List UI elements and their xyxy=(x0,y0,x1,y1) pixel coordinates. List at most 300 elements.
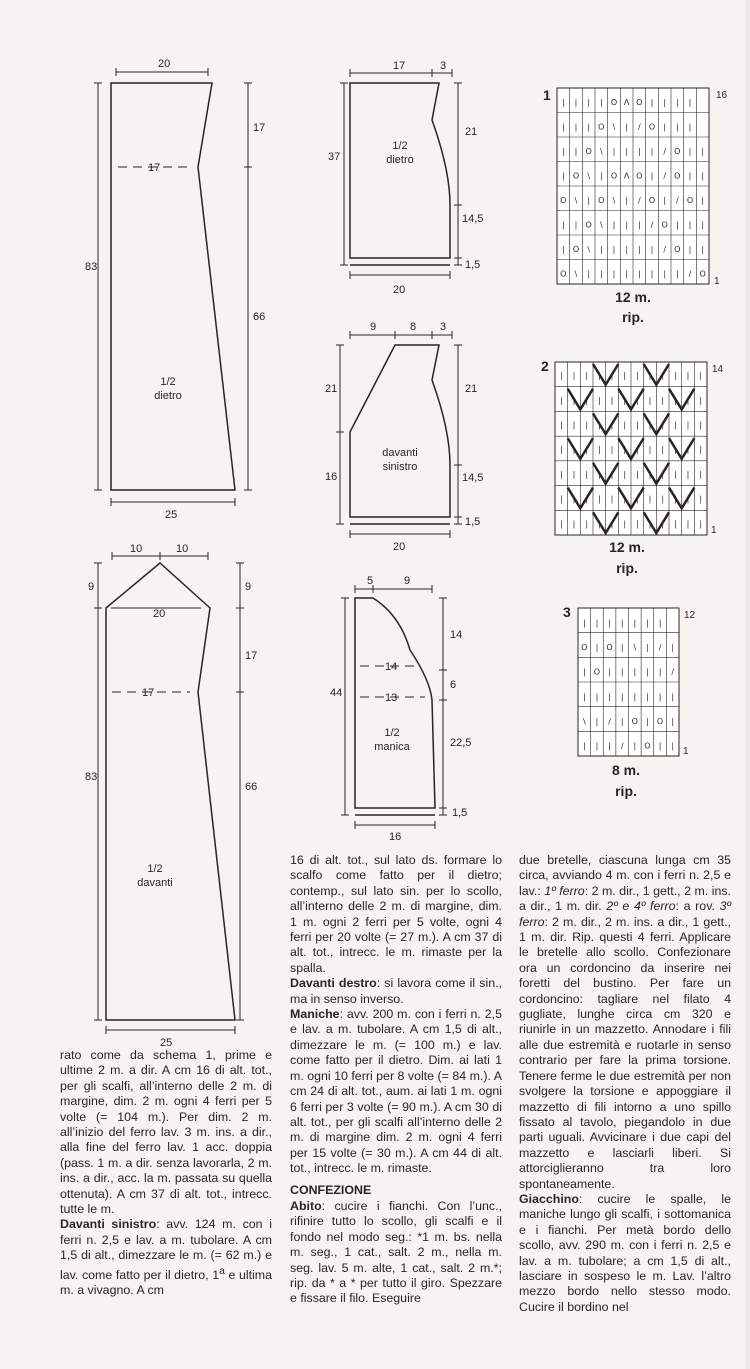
stitch-symbol: | xyxy=(599,245,603,255)
stitch-symbol: | xyxy=(597,371,601,381)
stitch-symbol: | xyxy=(673,494,677,504)
jacket-front-dim-body: 14,5 xyxy=(462,472,484,484)
stitch-symbol: O xyxy=(644,741,651,751)
stitch-symbol: Λ xyxy=(623,98,630,108)
stitch-symbol: | xyxy=(671,692,675,702)
front-dress-dim-lower: 66 xyxy=(245,781,258,793)
stitch-chart-3 xyxy=(563,604,696,799)
stitch-symbol: | xyxy=(572,445,576,455)
stitch-symbol: | xyxy=(612,269,616,279)
jacket-back-title: 1/2 xyxy=(392,140,408,152)
stitch-symbol: | xyxy=(561,245,565,255)
stitch-symbol: | xyxy=(658,667,662,677)
stitch-symbol: | xyxy=(673,519,677,529)
stitch-symbol: | xyxy=(612,220,616,230)
stitch-symbol: | xyxy=(686,371,690,381)
stitch-symbol: | xyxy=(661,519,665,529)
stitch-symbol: O xyxy=(585,147,592,157)
stitch-symbol: | xyxy=(572,469,576,479)
stitch-symbol: | xyxy=(623,445,627,455)
stitch-symbol: | xyxy=(661,395,665,405)
stitch-symbol: | xyxy=(599,171,603,181)
stitch-symbol: \ xyxy=(582,716,586,726)
stitch-symbol: | xyxy=(635,469,639,479)
stitch-symbol: | xyxy=(625,245,629,255)
jacket-front-subtitle: sinistro xyxy=(382,461,418,473)
straps-instructions xyxy=(519,853,731,1192)
stitch-symbol: | xyxy=(671,642,675,652)
stitch-symbol: | xyxy=(608,618,611,628)
stitch-symbol: | xyxy=(635,420,639,430)
stitch-symbol: | xyxy=(585,494,589,504)
back-dress-dim-waist: 17 xyxy=(148,162,161,174)
stitch-symbol: | xyxy=(612,147,616,157)
back-dress-dim-upper: 17 xyxy=(253,122,266,134)
instructions-column-1 xyxy=(60,1048,272,1299)
stitch-symbol: | xyxy=(585,420,589,430)
stitch-symbol: | xyxy=(635,371,639,381)
stitch-symbol: | xyxy=(625,147,629,157)
stitch-symbol: / xyxy=(658,642,662,652)
front-dress-dim-neck-right: 10 xyxy=(176,543,189,555)
stitch-symbol: | xyxy=(559,420,563,430)
stitch-symbol: O xyxy=(581,642,588,652)
chart-2-row-top: 14 xyxy=(712,364,724,375)
back-dress-title: 1/2 xyxy=(160,376,176,388)
stitch-symbol: | xyxy=(572,494,576,504)
stitch-symbol: | xyxy=(582,667,586,677)
stitch-symbol: | xyxy=(673,469,677,479)
stitch-symbol: | xyxy=(585,519,589,529)
stitch-symbol: | xyxy=(610,519,614,529)
stitch-symbol: O xyxy=(610,171,618,181)
front-dress-dim-waist: 17 xyxy=(142,687,155,699)
jacket-front-dim-top-b: 8 xyxy=(410,321,417,333)
stitch-symbol: | xyxy=(559,371,563,381)
stitch-symbol: | xyxy=(673,420,677,430)
stitch-symbol: | xyxy=(648,494,652,504)
stitch-symbol: | xyxy=(595,692,599,702)
stitch-symbol: / xyxy=(688,269,692,279)
stitch-symbol: | xyxy=(701,196,705,206)
dress-heading: Abito xyxy=(290,1198,322,1213)
sleeve-dim-cap: 14 xyxy=(450,629,463,641)
stitch-symbol: O xyxy=(674,171,681,181)
sleeve-dim-top-b: 9 xyxy=(404,575,411,587)
stitch-symbol: | xyxy=(587,269,591,279)
stitch-symbol: | xyxy=(585,395,589,405)
stitch-symbol: / xyxy=(637,122,641,132)
stitch-symbol: | xyxy=(686,420,690,430)
stitch-symbol: | xyxy=(661,445,665,455)
stitch-symbol: | xyxy=(635,395,639,405)
stitch-symbol: | xyxy=(559,445,563,455)
stitch-symbol: | xyxy=(623,494,627,504)
stitch-symbol: | xyxy=(661,420,665,430)
sleeves-instructions xyxy=(290,1007,502,1176)
stitch-symbol: | xyxy=(648,519,652,529)
stitch-symbol: | xyxy=(658,618,662,628)
stitch-symbol: O xyxy=(661,220,668,230)
stitch-symbol: | xyxy=(585,469,589,479)
stitch-symbol: | xyxy=(608,741,611,751)
front-dress-dim-top: 20 xyxy=(153,608,166,620)
stitch-symbol: O xyxy=(648,196,656,206)
stitch-symbol: | xyxy=(625,196,629,206)
right-front-heading: Davanti destro xyxy=(290,976,377,991)
stitch-symbol: | xyxy=(675,98,679,108)
sleeves-text: : avv. 200 m. con i ferri n. 2,5 e lav. a m. tubolare. A cm 1,5 di alt., dimezzare le m. (= 100 m.) e lav. come fatto per il dietro. Dim. ai lati 1 m. ogni 10 ferri per 8 volte (= 84 m.). A cm 24 di alt. tot., aum. ai lati 1 m. ogni 6 ferri per 3 volte (= 90 m.). A cm 30 di alt. tot., per gli scalfi all’interno delle 2 m. di margine dim. 2 m. ogni 4 ferri per 15 volte (= 30 m.). A cm 44 di alt. tot., intrecc. le m. rimaste. xyxy=(290,1007,502,1176)
straps-text-c: : a rov. xyxy=(675,899,720,914)
stitch-symbol: O xyxy=(631,716,638,726)
front-dress-subtitle: davanti xyxy=(137,877,173,889)
stitch-symbol: \ xyxy=(574,269,578,279)
jacket-finishing-instructions xyxy=(519,1192,731,1315)
stitch-symbol: | xyxy=(587,98,591,108)
stitch-symbol: | xyxy=(559,395,563,405)
stitch-symbol: | xyxy=(595,741,599,751)
back-dress-dim-top: 20 xyxy=(158,58,171,70)
jacket-front-dim-left-upper: 21 xyxy=(325,383,338,395)
stitch-symbol: \ xyxy=(612,122,616,132)
stitch-symbol: | xyxy=(650,147,654,157)
stitch-symbol: / xyxy=(620,741,624,751)
stitch-symbol: / xyxy=(663,245,667,255)
finishing-heading: CONFEZIONE xyxy=(290,1182,372,1197)
stitch-symbol: | xyxy=(595,642,599,652)
stitch-symbol: | xyxy=(623,420,627,430)
left-front-continued: 16 di alt. tot., sul lato ds. formare lo scalfo come fatto per il dietro; contemp., sul lato sin. per lo scollo, all’interno delle 2 m. di margine, dim. 1 m. ogni 2 ferri per 5 volte, ogni 4 ferri per 20 volte (= 27 m.). A cm 37 di alt. tot., intrecc. le m. rimaste per la spalla. xyxy=(290,853,502,975)
stitch-symbol: / xyxy=(637,196,641,206)
front-dress-schematic xyxy=(85,543,257,1049)
stitch-symbol: | xyxy=(688,122,692,132)
stitch-symbol: | xyxy=(597,420,601,430)
stitch-symbol: | xyxy=(650,269,654,279)
jacket-back-dim-top-a: 17 xyxy=(393,60,406,72)
sleeve-dim-body: 22,5 xyxy=(450,737,472,749)
chart-1-row-top: 16 xyxy=(716,90,728,101)
jacket-back-dim-top-b: 3 xyxy=(440,60,447,72)
jacket-front-dim-top-a: 9 xyxy=(370,321,377,333)
back-dress-schematic xyxy=(85,58,265,521)
stitch-symbol: | xyxy=(699,445,703,455)
stitch-symbol: | xyxy=(582,692,586,702)
jacket-back-dim-armhole: 21 xyxy=(465,126,478,138)
stitch-symbol: | xyxy=(610,420,614,430)
stitch-symbol: O xyxy=(674,147,681,157)
back-dress-outline xyxy=(111,83,235,490)
stitch-chart-1 xyxy=(543,87,728,325)
chart-1-repeat: rip. xyxy=(622,309,644,325)
stitch-symbol: O xyxy=(686,196,694,206)
stitch-symbol: | xyxy=(599,269,603,279)
stitch-symbol: \ xyxy=(574,196,578,206)
stitch-symbol: | xyxy=(561,98,565,108)
stitch-symbol: | xyxy=(620,667,624,677)
jacket-front-dim-top-c: 3 xyxy=(440,321,447,333)
stitch-symbol: | xyxy=(699,371,703,381)
stitch-symbol: O xyxy=(648,122,656,132)
left-front-text: : avv. 124 m. con i ferri n. 2,5 e lav. a m. tubolare. A cm 1,5 di alt., dimezzare le m. (= 62 m.) e lav. come fatto per il dietro, 1 xyxy=(60,1217,272,1282)
sleeve-dim-height: 44 xyxy=(330,687,343,699)
stitch-symbol: | xyxy=(572,395,576,405)
stitch-symbol: O xyxy=(606,642,613,652)
stitch-symbol: | xyxy=(597,519,601,529)
stitch-symbol: | xyxy=(574,98,578,108)
stitch-symbol: O xyxy=(636,98,643,108)
stitch-symbol: | xyxy=(673,445,677,455)
front-dress-dim-depth-left: 9 xyxy=(88,581,95,593)
stitch-symbol: | xyxy=(658,692,662,702)
stitch-symbol: | xyxy=(661,494,665,504)
front-dress-dim-bottom: 25 xyxy=(160,1037,173,1049)
back-dress-dim-height: 83 xyxy=(85,261,98,273)
jacket-back-dim-height: 37 xyxy=(328,151,341,163)
stitch-symbol: | xyxy=(637,220,641,230)
stitch-symbol: | xyxy=(650,245,654,255)
stitch-symbol: | xyxy=(688,147,692,157)
stitch-symbol: | xyxy=(610,395,614,405)
stitch-symbol: O xyxy=(699,269,706,279)
stitch-symbol: O xyxy=(560,269,567,279)
jacket-heading: Giacchino xyxy=(519,1191,579,1206)
stitch-symbol: | xyxy=(648,445,652,455)
sleeve-dim-border: 1,5 xyxy=(452,807,468,819)
next-page-edge xyxy=(745,0,750,1369)
dress-text: : cucire i fianchi. Con l’unc., rifinire tutto lo scollo, gli scalfi e il fondo nel modo seg.: *1 m. bs. nella m. seg., 1 cat., salt. 2 m., nella m. seg. lav. 5 m. alte, 1 cat., salt. 2 m.*; rip. da * a * per tutto il giro. Spezzare e fissare il filo. Eseguire xyxy=(290,1198,502,1306)
stitch-symbol: | xyxy=(610,371,614,381)
jacket-front-dim-right-upper: 21 xyxy=(465,383,478,395)
chart-3-number: 3 xyxy=(563,604,571,620)
row-3-label: 3º ferro xyxy=(519,899,731,929)
stitch-symbol: | xyxy=(637,269,641,279)
chart-1-row-bottom: 1 xyxy=(714,276,720,287)
stitch-symbol: | xyxy=(646,667,649,677)
stitch-symbol: | xyxy=(608,692,611,702)
stitch-symbol: | xyxy=(686,494,690,504)
jacket-front-schematic xyxy=(325,321,483,553)
stitch-symbol: | xyxy=(663,269,667,279)
stitch-symbol: | xyxy=(610,445,614,455)
stitch-symbol: / xyxy=(663,147,667,157)
stitch-symbol: | xyxy=(561,171,565,181)
stitch-symbol: | xyxy=(688,98,692,108)
stitch-symbol: | xyxy=(663,122,667,132)
stitch-symbol: | xyxy=(572,420,576,430)
stitch-symbol: | xyxy=(587,122,591,132)
back-dress-dim-lower: 66 xyxy=(253,311,266,323)
stitch-symbol: | xyxy=(663,196,667,206)
front-dress-dim-upper: 17 xyxy=(245,650,258,662)
stitch-symbol: / xyxy=(663,171,667,181)
stitch-symbol: / xyxy=(675,196,679,206)
stitch-symbol: | xyxy=(559,494,563,504)
jacket-front-outline xyxy=(350,345,450,517)
stitch-symbol: | xyxy=(686,519,690,529)
stitch-symbol: | xyxy=(595,716,599,726)
stitch-symbol: | xyxy=(561,220,565,230)
chart-2-number: 2 xyxy=(541,358,549,374)
stitch-symbol: / xyxy=(650,220,654,230)
stitch-symbol: | xyxy=(587,196,591,206)
front-dress-dim-neck-left: 10 xyxy=(130,543,143,555)
stitch-symbol: | xyxy=(637,147,641,157)
jacket-back-dim-border: 1,5 xyxy=(465,259,481,271)
stitch-symbol: | xyxy=(585,371,589,381)
stitch-symbol: | xyxy=(686,445,690,455)
stitch-symbol: \ xyxy=(612,196,616,206)
stitch-symbol: | xyxy=(699,395,703,405)
stitch-symbol: | xyxy=(686,469,690,479)
stitch-symbol: | xyxy=(648,395,652,405)
stitch-symbol: | xyxy=(620,618,624,628)
sleeve-dim-width-mid: 13 xyxy=(385,692,398,704)
sleeves-heading: Maniche xyxy=(290,1007,340,1022)
stitch-symbol: | xyxy=(620,642,624,652)
stitch-symbol: O xyxy=(598,196,605,206)
jacket-front-dim-left-lower: 16 xyxy=(325,471,338,483)
stitch-symbol: | xyxy=(625,220,629,230)
stitch-symbol: | xyxy=(701,147,705,157)
stitch-symbol: | xyxy=(646,642,649,652)
stitch-symbol: | xyxy=(625,269,629,279)
stitch-symbol: | xyxy=(658,741,662,751)
stitch-symbol: | xyxy=(620,692,624,702)
stitch-symbol: | xyxy=(675,269,679,279)
stitch-symbol: | xyxy=(610,494,614,504)
chart-3-row-bottom: 1 xyxy=(683,746,689,757)
stitch-symbol: | xyxy=(699,420,703,430)
stitch-symbol: | xyxy=(633,618,637,628)
stitch-symbol: | xyxy=(582,741,586,751)
stitch-symbol: | xyxy=(671,716,675,726)
straps-text-b: : 2 m. dir., 1 gett., 2 m. ins. a dir., 1 m. dir. xyxy=(519,883,732,914)
front-dress-dim-height: 83 xyxy=(85,771,98,783)
front-dress-title: 1/2 xyxy=(147,863,163,875)
stitch-symbol: | xyxy=(572,519,576,529)
stitch-symbol: | xyxy=(646,716,649,726)
stitch-symbol: O xyxy=(572,245,580,255)
stitch-symbol: | xyxy=(623,469,627,479)
stitch-symbol: | xyxy=(699,519,703,529)
left-front-text-end: e ultima m. a vivagno. A cm xyxy=(60,1267,272,1298)
stitch-symbol: | xyxy=(688,220,692,230)
stitch-symbol: | xyxy=(673,371,677,381)
stitch-symbol: | xyxy=(574,220,578,230)
stitch-symbol: | xyxy=(661,371,665,381)
front-dress-dim-depth-right: 9 xyxy=(245,581,252,593)
jacket-front-dim-border: 1,5 xyxy=(465,516,481,528)
right-front-text: : si lavora come il sin., ma in senso inverso. xyxy=(290,976,502,1006)
stitch-symbol: | xyxy=(559,469,563,479)
stitch-symbol: | xyxy=(648,420,652,430)
stitch-symbol: | xyxy=(688,245,692,255)
stitch-symbol: \ xyxy=(587,245,591,255)
stitch-symbol: | xyxy=(559,519,563,529)
jacket-text: : cucire le spalle, le maniche lungo gli scalfi, i sottomanica e i fianchi. Per metà bordo dello scollo, avv. 290 m. con i ferri n. 2,5 e lav. a m. tubolare; a cm 1,5 di alt., lasciare in sospeso le m. Lav. l’altro mezzo bordo nello stesso modo. Cucire il bordino nel xyxy=(519,1191,731,1314)
stitch-symbol: | xyxy=(633,692,637,702)
stitch-symbol: O xyxy=(674,245,681,255)
stitch-symbol: \ xyxy=(587,171,591,181)
stitch-symbol: | xyxy=(635,494,639,504)
stitch-symbol: | xyxy=(701,220,705,230)
stitch-symbol: | xyxy=(686,395,690,405)
stitch-symbol: | xyxy=(673,395,677,405)
stitch-symbol: | xyxy=(597,494,601,504)
stitch-symbol: | xyxy=(599,98,603,108)
stitch-symbol: O xyxy=(593,667,601,677)
sleeve-title: 1/2 xyxy=(384,727,400,739)
stitch-symbol: \ xyxy=(599,147,603,157)
sleeve-dim-width-upper: 14 xyxy=(385,661,398,673)
stitch-symbol: | xyxy=(620,716,624,726)
chart-3-row-top: 12 xyxy=(684,610,696,621)
chart-2-repeat: rip. xyxy=(616,560,638,576)
stitch-symbol: | xyxy=(585,445,589,455)
stitch-chart-2 xyxy=(541,358,724,576)
sleeve-dim-cap-b: 6 xyxy=(450,679,457,691)
jacket-front-title: davanti xyxy=(382,447,418,459)
stitch-symbol: | xyxy=(633,741,637,751)
stitch-symbol: | xyxy=(597,469,601,479)
jacket-back-schematic xyxy=(328,60,483,296)
stitch-symbol: | xyxy=(675,220,679,230)
stitch-symbol: | xyxy=(610,469,614,479)
back-dress-dim-bottom: 25 xyxy=(165,509,178,521)
chart-3-stitches: 8 m. xyxy=(611,762,641,778)
straps-text-d: : 2 m. dir., 2 m. ins. a dir., 1 gett., 1 m. dir. Rip. questi 4 ferri. Applicare le bretelle allo scollo. Confezionare ora un cordoncino da inserire nei foretti del bustino. Per fare un cordoncino: tagliare nel filato 4 gugliate, lunghe circa cm 320 e riunirle in un mazzetto. Annodare i fili alle due estremità e ruotarle in senso contrario per fare la prima torsione. Tenere ferme le due estremità per non svolgere la torsione e appoggiare il mazzetto di fili intorno a uno spillo fissato al tavolo, piegandolo in due parti uguali. Avvicinare i due capi del mazzetto e lasciarli liberi. Si attorciglieranno tra loro spontaneamente. xyxy=(519,914,731,1191)
chart-2-row-bottom: 1 xyxy=(711,525,717,536)
stitch-symbol: | xyxy=(608,667,611,677)
stitch-symbol: | xyxy=(623,371,627,381)
stitch-symbol: | xyxy=(572,371,576,381)
stitch-symbol: | xyxy=(633,667,637,677)
sleeve-dim-bottom: 16 xyxy=(389,831,402,843)
jacket-back-dim-bottom: 20 xyxy=(393,284,406,296)
stitch-symbol: | xyxy=(623,395,627,405)
stitch-symbol: \ xyxy=(599,220,603,230)
stitch-symbol: | xyxy=(625,122,629,132)
stitch-symbol: | xyxy=(646,618,649,628)
sleeve-dim-top-a: 5 xyxy=(367,575,374,587)
stitch-symbol: | xyxy=(663,98,667,108)
stitch-symbol: | xyxy=(675,122,679,132)
stitch-symbol: | xyxy=(699,469,703,479)
front-dress-outline xyxy=(106,563,235,1020)
stitch-symbol: / xyxy=(671,667,675,677)
stitch-symbol: O xyxy=(585,220,592,230)
back-instructions-end: rato come da schema 1, prime e ultime 2 m. a dir. A cm 16 di alt. tot., per gli scalfi, all’interno delle 2 m. di margine, dim. 2 m. ogni 4 ferri per 5 volte (= 104 m.). Per dim. 2 m. all’inizio del ferro lav. 3 m. ins. a dir., alla fine del ferro lav. 1 acc. doppia (pass. 1 m. a dir. senza lavorarla, 2 m. ins. a dir., acc. la m. passata su quella ottenuta). A cm 37 di alt. tot., intrecc. tutte le m. xyxy=(60,1048,272,1217)
row-1-label: 1º ferro xyxy=(544,883,585,898)
stitch-symbol: | xyxy=(671,741,675,751)
chart-1-stitches: 12 m. xyxy=(615,289,651,305)
jacket-back-subtitle: dietro xyxy=(386,154,414,166)
stitch-symbol: O xyxy=(598,122,605,132)
stitch-symbol: O xyxy=(572,171,580,181)
right-front-instructions xyxy=(290,976,502,1007)
stitch-symbol: | xyxy=(561,147,565,157)
stitch-symbol: | xyxy=(561,122,565,132)
stitch-symbol: | xyxy=(595,618,599,628)
stitch-symbol: O xyxy=(636,171,643,181)
stitch-symbol: | xyxy=(597,445,601,455)
stitch-symbol: \ xyxy=(633,642,637,652)
stitch-symbol: | xyxy=(623,519,627,529)
stitch-symbol: | xyxy=(597,395,601,405)
stitch-symbol: | xyxy=(699,494,703,504)
jacket-back-dim-body: 14,5 xyxy=(462,213,484,225)
stitch-symbol: | xyxy=(648,469,652,479)
